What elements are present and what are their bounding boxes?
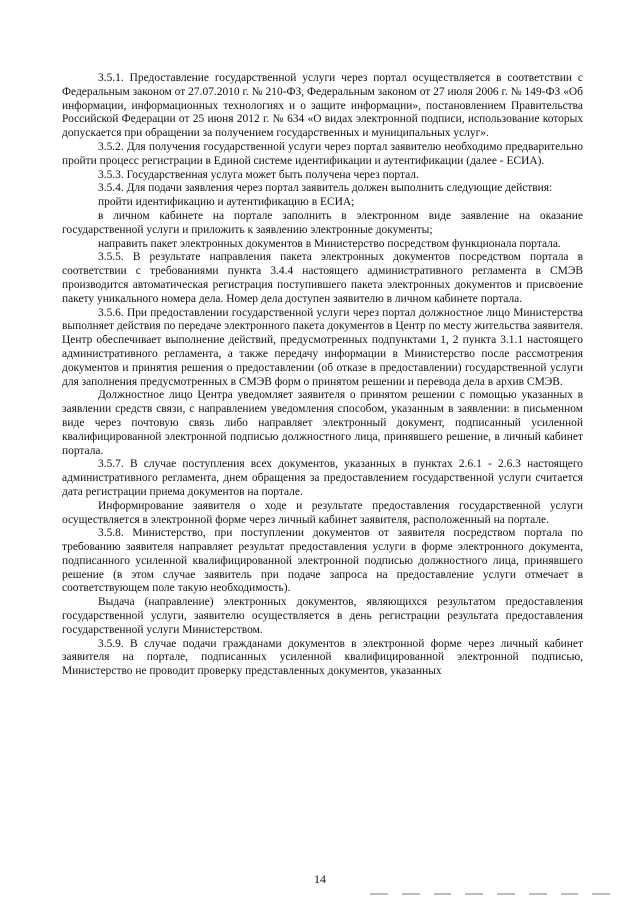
list-item-fill-application: в личном кабинете на портале заполнить в электронном виде заявление на оказание государственной услуги и приложить к заявлению электронные документы; — [62, 209, 583, 236]
list-item-send-package: направить пакет электронных документов в Министерство посредством функционала портала. — [98, 237, 561, 250]
scan-artifact-marks — [370, 893, 610, 899]
paragraph-3-5-7: 3.5.7. В случае поступления всех документов, указанных в пунктах 2.6.1 - 2.6.3 настоящего административного регламента, днем обращения за предоставлением государственной услуги считается дата регистрации приема документов на портале. — [62, 458, 583, 498]
paragraph-3-5-5: 3.5.5. В результате направления пакета электронных документов посредством портала в соответствии с требованиями пункта 3.4.4 настоящего административного регламента в СМЭВ производится автоматическая регистрация поступившего пакета электронных документов и присвоение пакету уникального номера дела. Номер дела доступен заявителю в личном кабинете портала. — [62, 251, 583, 305]
paragraph-3-5-9: 3.5.9. В случае подачи гражданами документов в электронной форме через личный кабинет заявителя на портале, подписанных усиленной квалифицированной электронной подписью, Министерство не проводит проверку представленных документов, указанных — [62, 637, 583, 678]
paragraph-3-5-6: 3.5.6. При предоставлении государственной услуги через портал должностное лицо Министерства выполняет действия по передаче электронного пакета документов в Центр по месту жительства заявителя. Центр обеспечивает выполнение действий, предусмотренных подпунктами 1, 2 пункта 3.1.1 настоящего административного регламента, а также передачу информации в Министерство после рассмотрения документов и принятия решения о предоставлении (об отказе в предоставлении) государственной услуги для заполнения предусмотренных в СМЭВ форм о принятом решении и перевода дела в архив СМЭВ. — [62, 306, 583, 388]
paragraph-3-5-1: 3.5.1. Предоставление государственной услуги через портал осуществляется в соответствии с Федеральным законом от 27.07.2010 г. № 210-ФЗ, Федеральным законом от 27 июля 2006 г. № 149-ФЗ «Об информации, информационных технологиях и о защите информации», постановлением Правительства Российской Федерации от 25 июня 2012 г. № 634 «О видах электронной подписи, использование которых допускается при обращении за получением государственных и муниципальных услуг». — [62, 72, 583, 140]
paragraph-3-5-2: 3.5.2. Для получения государственной услуги через портал заявителю необходимо предварительно пройти процесс регистрации в Единой системе идентификации и аутентификации (далее - ЕСИА). — [62, 140, 583, 167]
paragraph-3-5-4: 3.5.4. Для подачи заявления через портал заявитель должен выполнить следующие действия: — [98, 182, 553, 195]
page-number: 14 — [314, 872, 326, 886]
paragraph-notification: Должностное лицо Центра уведомляет заявителя о принятом решении с помощью указанных в заявлении средств связи, с направлением уведомления способом, указанным в заявлении: в письменном виде через почтовую связь либо направляет электронный документ, подписанный усиленной квалифицированной электронной подписью должностного лица, принявшего решение, в личный кабинет портала. — [62, 389, 583, 457]
list-item-esia: пройти идентификацию и аутентификацию в ЕСИА; — [98, 196, 355, 209]
paragraph-issuance: Выдача (направление) электронных документов, являющихся результатом предоставления государственной услуги, заявителю осуществляется в день регистрации результата предоставления государственной услуги Министерством. — [62, 596, 583, 636]
paragraph-informing: Информирование заявителя о ходе и результате предоставления государственной услуги осуществляется в электронной форме через личный кабинет заявителя, расположенный на портале. — [62, 499, 583, 526]
paragraph-3-5-8: 3.5.8. Министерство, при поступлении документов от заявителя посредством портала по требованию заявителя направляет результат предоставления услуги в форме электронного документа, подписанного усиленной квалифицированной электронной подписью должностного лица, принявшего решение (в этом случае заявитель при подаче запроса на предоставление услуги отмечает в соответствующем поле такую необходимость). — [62, 527, 583, 595]
paragraph-3-5-3: 3.5.3. Государственная услуга может быть получена через портал. — [98, 168, 419, 181]
